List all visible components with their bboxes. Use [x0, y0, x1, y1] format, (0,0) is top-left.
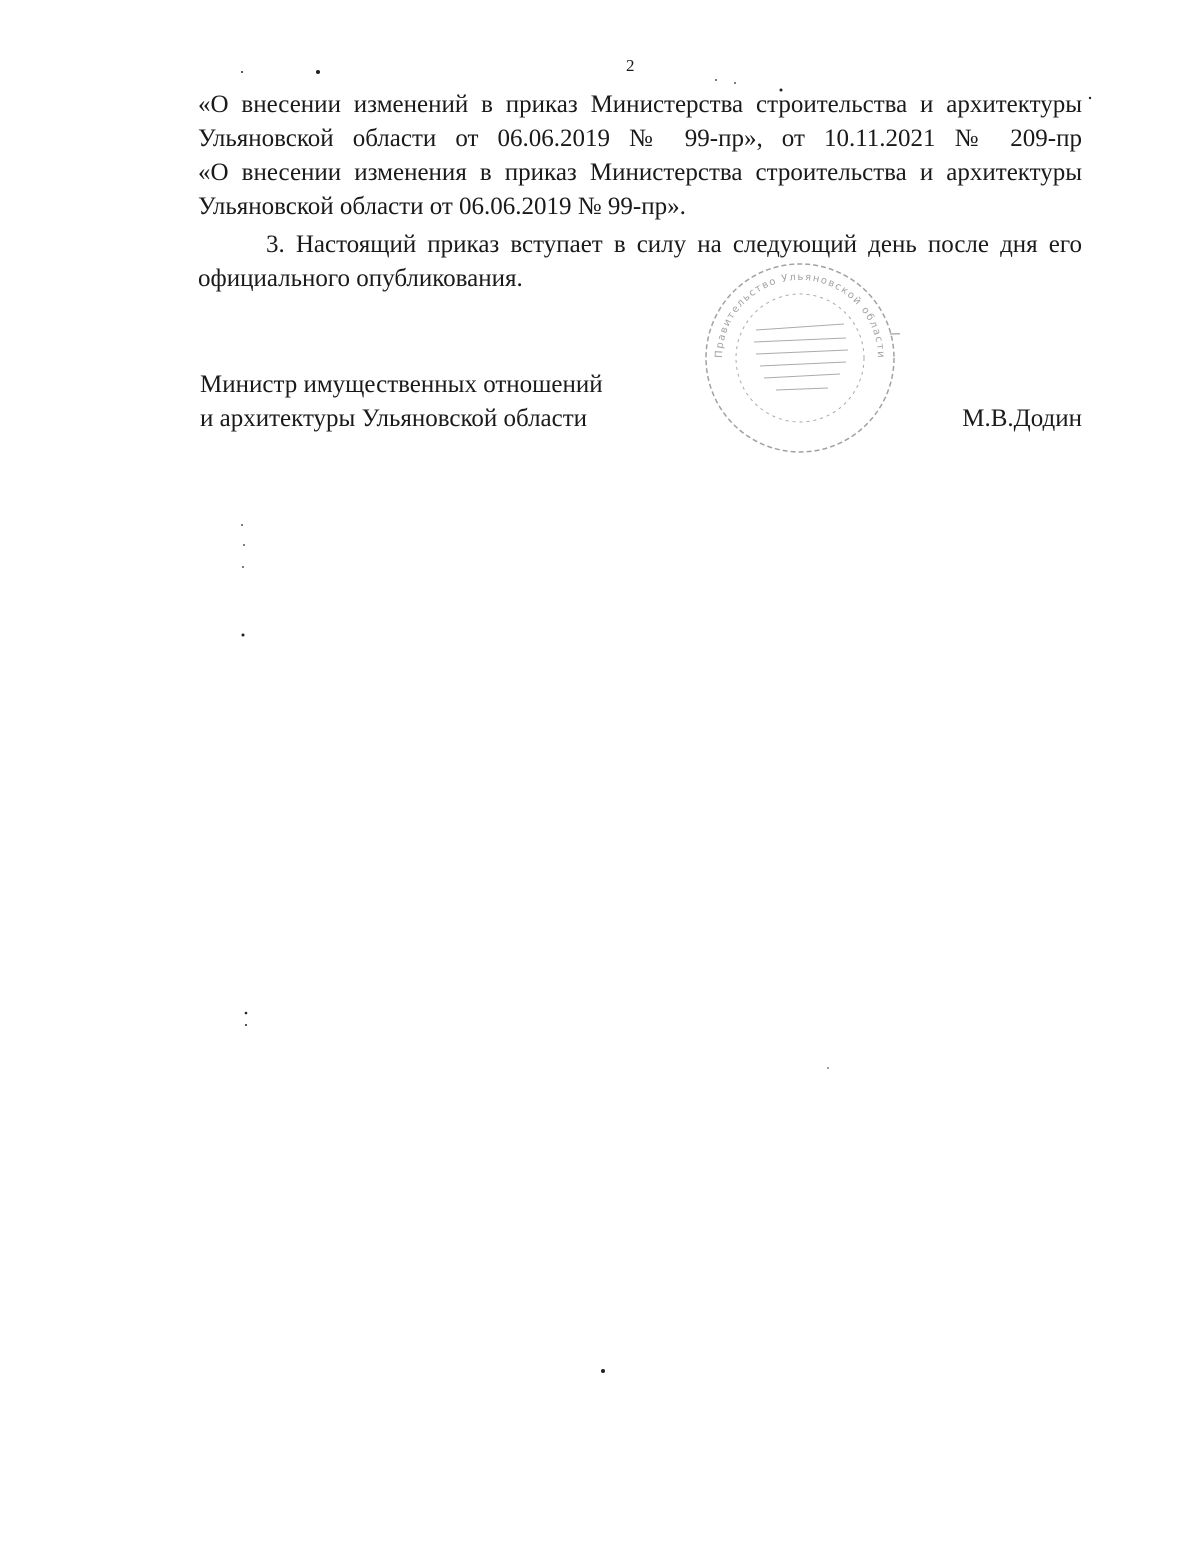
paragraph-amendments [198, 88, 1082, 224]
paragraph-line: Ульяновской области от 06.06.2019 № 99-пр». [198, 193, 686, 220]
page-number: 2 [626, 56, 635, 75]
signatory-position-line: и архитектуры Ульяновской области [200, 405, 588, 432]
paragraph-line: «О внесении изменений в приказ Министерства строительства и архитектуры [198, 91, 1082, 118]
paragraph-line: «О внесении изменения в приказ Министерства строительства и архитектуры [198, 159, 1082, 186]
signatory-position [200, 368, 603, 436]
stamp-ring-text: Правительство Ульяновской области [713, 271, 887, 360]
official-seal-stamp [700, 258, 900, 458]
paragraph-effective-date [198, 228, 1082, 296]
paragraph-line: официального опубликования. [198, 265, 523, 292]
signer-name: М.В.Додин [962, 405, 1082, 432]
paragraph-line: Ульяновской области от 06.06.2019 № 99-пр», от 10.11.2021 № 209-пр [198, 125, 1082, 152]
signatory-position-line: Министр имущественных отношений [200, 371, 603, 398]
paragraph-line: 3. Настоящий приказ вступает в силу на следующий день после дня его [266, 231, 1082, 258]
document-body [198, 88, 1082, 296]
